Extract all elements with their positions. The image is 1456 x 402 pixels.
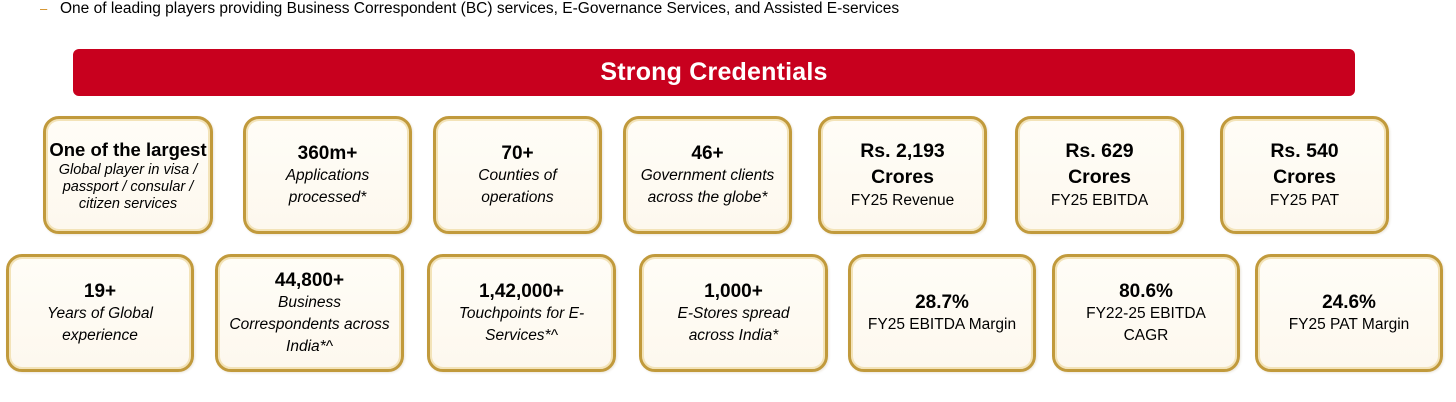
strong-credentials-banner: Strong Credentials [73,49,1355,96]
credential-card-government-clients [623,116,792,234]
card-description: FY25 Revenue [850,192,955,209]
credential-card-years [6,254,194,372]
card-headline: 80.6% [1119,280,1173,302]
credential-card-pat [1220,116,1389,234]
card-description: Applications processed* [285,166,370,206]
card-description: Touchpoints for E-Services*^ [458,304,585,344]
intro-bullet [40,0,899,18]
card-description: Government clients across the globe* [640,166,775,206]
credential-card-business-correspondents [215,254,404,372]
credential-card-e-stores [639,254,828,372]
card-headline: 28.7% [915,291,969,313]
card-headline: Rs. 2,193 Crores [860,140,945,188]
card-headline: Rs. 540 Crores [1270,140,1339,188]
credential-card-ebitda-cagr [1052,254,1240,372]
card-headline: 1,000+ [704,280,763,302]
card-headline: 70+ [501,142,534,164]
card-headline: 44,800+ [274,269,345,291]
card-description: Global player in visa / passport / consular / citizen services [58,161,198,212]
card-headline: One of the largest [49,138,207,160]
card-headline: 46+ [691,142,724,164]
credential-card-ebitda-margin [848,254,1036,372]
card-description: FY25 EBITDA [1050,192,1149,209]
intro-bullet-text: One of leading players providing Business Correspondent (BC) services, E-Governance Services, and Assisted E-services [60,0,900,17]
card-description: Business Correspondents across India*^ [229,293,390,355]
card-description: FY22-25 EBITDA CAGR [1086,304,1206,344]
card-description: FY25 PAT [1269,192,1340,209]
card-description: Counties of operations [478,166,557,206]
card-description: FY25 PAT Margin [1288,315,1410,333]
card-headline: 19+ [83,280,117,302]
card-headline: 24.6% [1322,291,1376,313]
card-description: E-Stores spread across India* [677,304,790,344]
card-headline: Rs. 629 Crores [1065,140,1134,188]
card-headline: 1,42,000+ [478,280,565,302]
credential-card-largest-player [43,116,213,234]
card-description: Years of Global experience [47,304,153,344]
credential-card-ebitda [1015,116,1184,234]
bullet-marker: – [40,1,48,16]
credential-card-countries [433,116,602,234]
card-headline: 360m+ [297,142,358,164]
credential-card-pat-margin [1255,254,1443,372]
card-description: FY25 EBITDA Margin [867,315,1017,333]
credential-card-touchpoints [427,254,616,372]
credential-card-revenue [818,116,987,234]
credential-card-applications [243,116,412,234]
